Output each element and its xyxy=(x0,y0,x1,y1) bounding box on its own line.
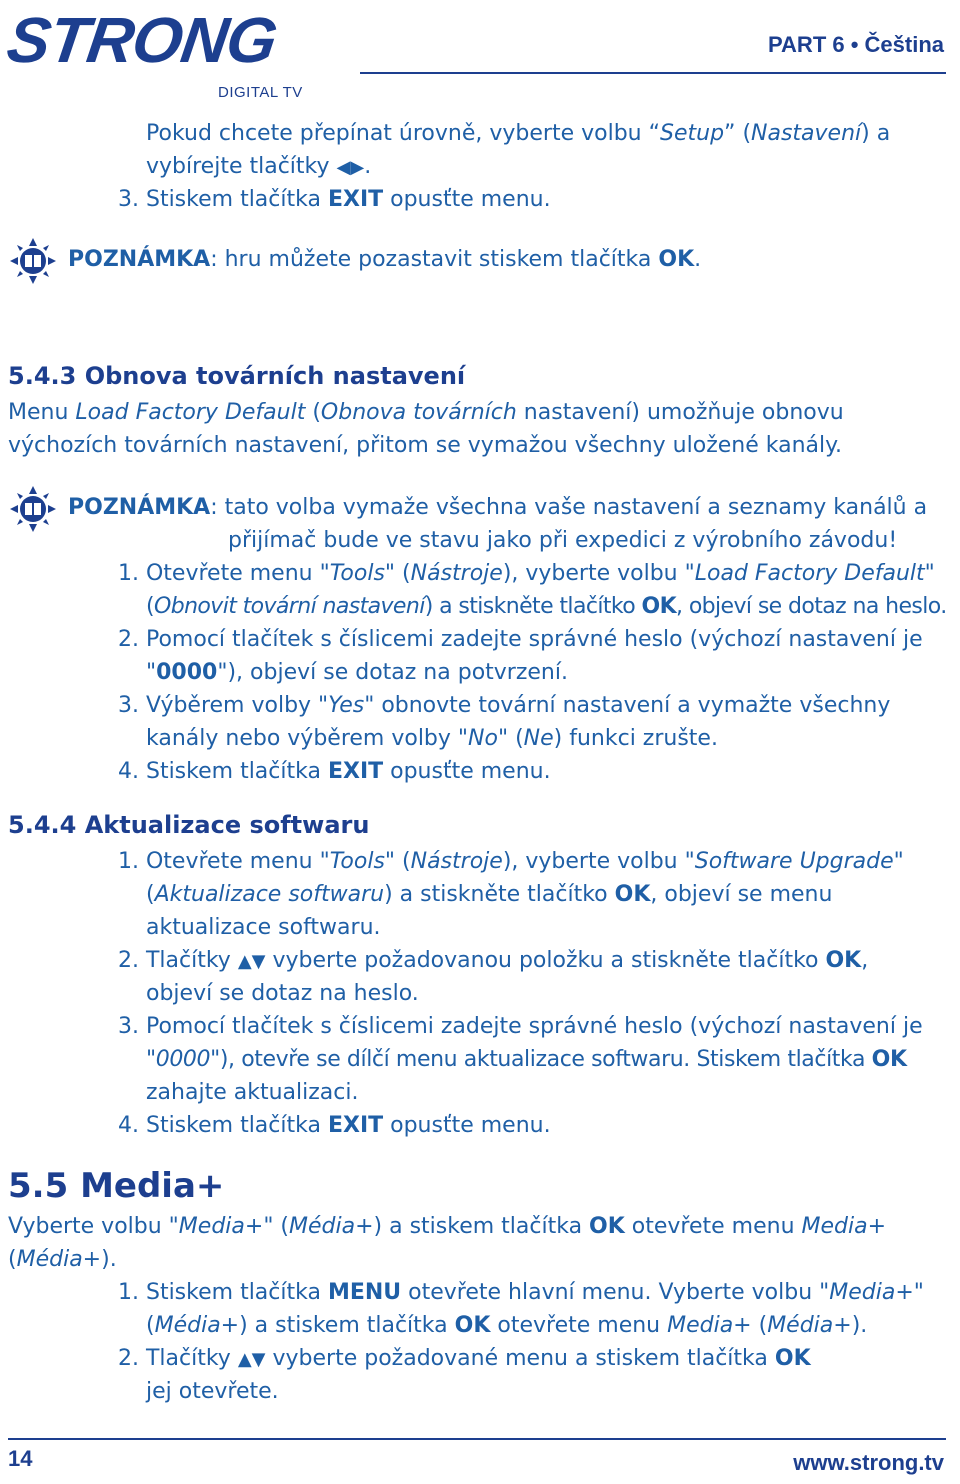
logo-subtitle: DIGITAL TV xyxy=(218,84,303,101)
text-line: vybírejte tlačítky ◀▶. xyxy=(146,154,372,179)
part-heading: PART 6 • Čeština xyxy=(768,32,944,57)
list-item: 1. Stiskem tlačítka MENU otevřete hlavní menu. Vyberte volbu "Media+" xyxy=(118,1280,924,1305)
text-line: "0000"), objeví se dotaz na potvrzení. xyxy=(146,660,568,685)
list-item: 3. Stiskem tlačítka EXIT opusťte menu. xyxy=(118,187,551,212)
header-divider xyxy=(360,72,946,74)
text-line: (Obnovit tovární nastavení) a stiskněte tlačítko OK, objeví se dotaz na heslo. xyxy=(146,594,947,619)
text-line: (Média+). xyxy=(8,1247,117,1272)
text-line: Pokud chcete přepínat úrovně, vyberte volbu “Setup” (Nastavení) a xyxy=(146,121,891,146)
list-item: 2. Tlačítky ▲▼ vyberte požadovanou položku a stiskněte tlačítko OK, xyxy=(118,948,869,973)
list-item: 1. Otevřete menu "Tools" (Nástroje), vyberte volbu "Load Factory Default" xyxy=(118,561,935,586)
list-item: 4. Stiskem tlačítka EXIT opusťte menu. xyxy=(118,1113,551,1138)
list-item: 2. Tlačítky ▲▼ vyberte požadované menu a stiskem tlačítka OK xyxy=(118,1346,811,1371)
logo-wordmark: STRONG xyxy=(2,4,281,76)
section-heading: 5.4.4 Aktualizace softwaru xyxy=(8,811,370,839)
text-line: Menu Load Factory Default (Obnova továrních nastavení) umožňuje obnovu xyxy=(8,400,844,425)
website-link[interactable]: www.strong.tv xyxy=(793,1450,944,1475)
up-down-arrows-icon: ▲▼ xyxy=(237,1349,266,1370)
text-line: kanály nebo výběrem volby "No" (Ne) funkci zrušte. xyxy=(146,726,718,751)
list-item: 4. Stiskem tlačítka EXIT opusťte menu. xyxy=(118,759,551,784)
section-heading: 5.5 Media+ xyxy=(8,1166,225,1206)
list-item: 3. Výběrem volby "Yes" obnovte tovární nastavení a vymažte všechny xyxy=(118,693,891,718)
text-line: výchozích továrních nastavení, přitom se vymažou všechny uložené kanály. xyxy=(8,433,843,458)
footer-divider xyxy=(8,1438,946,1440)
note-book-icon xyxy=(8,236,58,286)
list-item: 2. Pomocí tlačítek s číslicemi zadejte správné heslo (výchozí nastavení je xyxy=(118,627,923,652)
section-heading: 5.4.3 Obnova továrních nastavení xyxy=(8,362,466,390)
strong-logo xyxy=(2,4,308,101)
text-line: objeví se dotaz na heslo. xyxy=(146,981,419,1006)
page-number: 14 xyxy=(8,1446,33,1471)
text-line: "0000"), otevře se dílčí menu aktualizace softwaru. Stiskem tlačítka OK xyxy=(146,1047,907,1072)
text-line: Vyberte volbu "Media+" (Média+) a stiskem tlačítka OK otevřete menu Media+ xyxy=(8,1214,887,1239)
text-line: zahajte aktualizaci. xyxy=(146,1080,359,1105)
note-text: POZNÁMKA: tato volba vymaže všechna vaše nastavení a seznamy kanálů a xyxy=(68,495,928,520)
list-item: 3. Pomocí tlačítek s číslicemi zadejte správné heslo (výchozí nastavení je xyxy=(118,1014,923,1039)
note-text: POZNÁMKA: hru můžete pozastavit stiskem tlačítka OK. xyxy=(68,247,702,272)
list-item: 1. Otevřete menu "Tools" (Nástroje), vyberte volbu "Software Upgrade" xyxy=(118,849,904,874)
text-line: aktualizace softwaru. xyxy=(146,915,381,940)
note-book-icon xyxy=(8,484,58,534)
text-line: (Média+) a stiskem tlačítka OK otevřete menu Media+ (Média+). xyxy=(146,1313,868,1338)
left-right-arrows-icon: ◀▶ xyxy=(336,157,365,178)
text-line: jej otevřete. xyxy=(146,1379,279,1404)
up-down-arrows-icon: ▲▼ xyxy=(237,951,266,972)
note-text: přijímač bude ve stavu jako při expedici z výrobního závodu! xyxy=(228,528,898,553)
text-line: (Aktualizace softwaru) a stiskněte tlačítko OK, objeví se menu xyxy=(146,882,833,907)
